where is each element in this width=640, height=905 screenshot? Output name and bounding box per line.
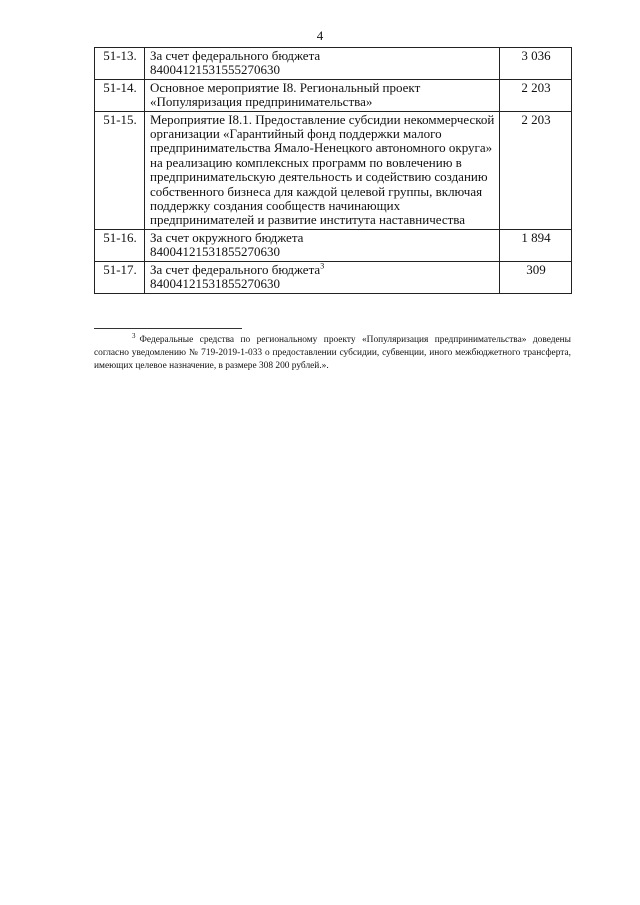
footnote-text: Федеральные средства по региональному проекту «Популяризация предпринимательства» доведены согласно уведомлению № 719-2019-1-033 о предоставлении субсидии, субвенции, иного межбюджетного трансферта, имеющих целевое назначение, в размере 308 200 рублей.». xyxy=(94,335,571,371)
table-row xyxy=(95,79,572,111)
row-text: Основное мероприятие I8. Региональный проект «Популяризация предпринимательства» xyxy=(150,79,421,110)
budget-table xyxy=(94,47,572,294)
row-amount: 2 203 xyxy=(500,79,572,111)
row-amount: 309 xyxy=(500,261,572,293)
table-row xyxy=(95,48,572,80)
row-amount: 2 203 xyxy=(500,111,572,229)
table-row xyxy=(95,261,572,293)
row-amount: 1 894 xyxy=(500,229,572,261)
row-description xyxy=(145,261,500,293)
row-number: 51-14. xyxy=(95,79,145,111)
footnote-reference[interactable]: 3 xyxy=(320,261,325,271)
budget-code: 84004121531855270630 xyxy=(150,244,280,260)
footnote-mark: 3 xyxy=(132,331,136,340)
row-amount: 3 036 xyxy=(500,48,572,80)
row-description xyxy=(145,111,500,229)
budget-code: 84004121531855270630 xyxy=(150,276,280,292)
table-row xyxy=(95,111,572,229)
budget-code: 84004121531555270630 xyxy=(150,62,280,78)
row-text: За счет федерального бюджета xyxy=(150,261,321,277)
footnote xyxy=(94,331,571,373)
row-number: 51-13. xyxy=(95,48,145,80)
page-number: 4 xyxy=(316,28,324,43)
row-text: За счет окружного бюджета xyxy=(150,229,304,245)
row-text: Мероприятие I8.1. Предоставление субсидии некоммерческой организации «Гарантийный фонд поддержки малого предпринимательства Ямало-Ненецкого автономного округа» на реализацию комплексных программ по вовлечению в предпринимательскую деятельность и содействию созданию собственного бизнеса для каждой целевой группы, включая поддержку создания сообществ начинающих предпринимателей и развитие института наставничества xyxy=(150,111,495,228)
row-description xyxy=(145,48,500,80)
row-text: За счет федерального бюджета xyxy=(150,48,321,63)
footnote-divider xyxy=(94,328,242,329)
row-number: 51-15. xyxy=(95,111,145,229)
row-number: 51-17. xyxy=(95,261,145,293)
row-description xyxy=(145,79,500,111)
row-description xyxy=(145,229,500,261)
table-row xyxy=(95,229,572,261)
row-number: 51-16. xyxy=(95,229,145,261)
